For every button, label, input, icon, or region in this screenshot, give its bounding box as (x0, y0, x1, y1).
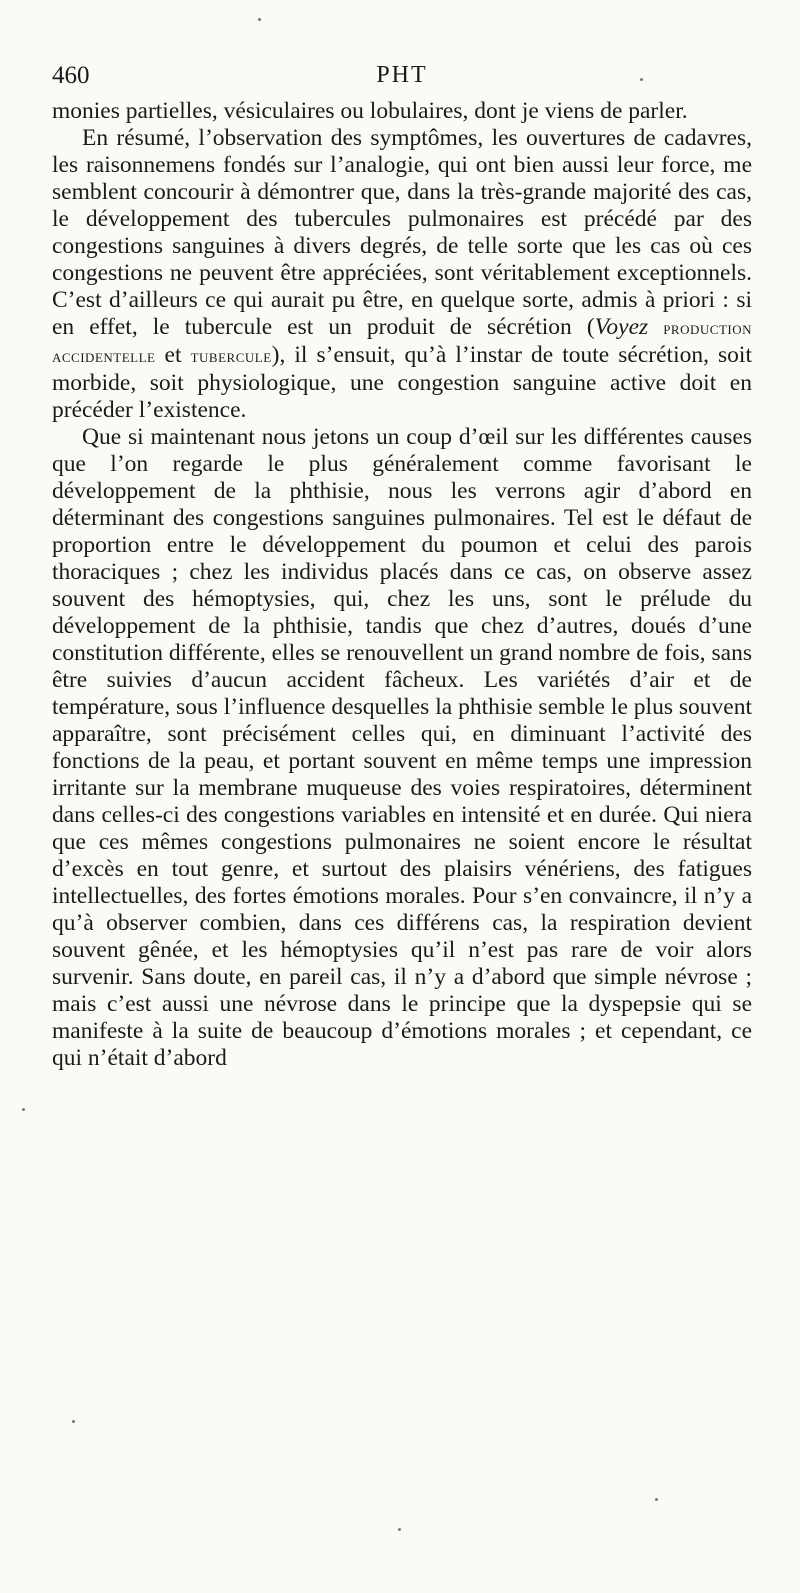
paragraph-text: Que si maintenant nous jetons un coup d’œil sur les différentes causes que l’on regarde le plus généralement comme favorisant le développement de la phthisie, nous les verrons agir d’abord en déterminant des congestions sanguines pulmonaires. Tel est le défaut de proportion entre le développement du poumon et celui des parois thoraciques ; chez les individus placés dans ce cas, on observe assez souvent des hémoptysies, qui, chez les uns, sont le prélude du développement de la phthisie, tandis que chez d’autres, doués d’une constitution différente, elles se renouvellent un grand nombre de fois, sans être suivies d’aucun accident fâcheux. Les variétés d’air et de température, sous l’influence desquelles la phthisie semble le plus souvent apparaître, sont précisément celles qui, en diminuant l’activité des fonctions de la peau, et portant souvent en même temps une impression irritante sur la membrane muqueuse des voies respiratoires, déterminent dans celles-ci des congestions variables en intensité et en durée. Qui niera que ces mêmes congestions pulmonaires ne soient encore le résultat d’excès en tout genre, et surtout des plaisirs vénériens, des fatigues intellectuelles, des fortes émotions morales. Pour s’en convaincre, il n’y a qu’à observer combien, dans ces différens cas, la respiration devient souvent gênée, et les hémoptysies qu’il n’est pas rare de voir alors survenir. Sans doute, en pareil cas, il n’y a d’abord que simple névrose ; mais c’est aussi une névrose dans le principe que la dyspepsie qui se manifeste à la suite de beaucoup d’émotions morales ; et cependant, ce qui n’était d’abord (52, 424, 752, 1071)
paper-speck (22, 1108, 25, 1111)
paragraph-text: En résumé, l’observation des symptômes, les ouvertures de cadavres, les raisonnemens fondés sur l’analogie, qui ont bien aussi leur force, me semblent concourir à démontrer que, dans la très-grande majorité des cas, le développement des tubercules pulmonaires est précédé par des congestions sanguines à divers degrés, de telle sorte que les cas où ces congestions ne peuvent être appréciées, sont véritablement exceptionnels. C’est d’ailleurs ce qui aurait pu être, en quelque sorte, admis à priori : si en effet, le tubercule est un produit de sécrétion ( (52, 125, 752, 340)
paragraph-continuation (52, 98, 752, 125)
paper-speck (398, 1528, 401, 1531)
page-header (52, 62, 752, 96)
paragraph-text-rest: ), il s’ensuit, qu’à l’instar de toute sécrétion, soit morbide, soit physiologique, une congestion sanguine active doit en précéder l’existence. (52, 342, 752, 423)
paragraph-text: monies partielles, vésiculaires ou lobulaires, dont je viens de parler. (52, 98, 688, 124)
cross-reference-tubercule: tubercule (190, 346, 272, 367)
paper-speck (640, 78, 643, 81)
running-head: PHT (376, 62, 428, 88)
paper-speck (655, 1498, 658, 1501)
cross-reference-voyez: Voyez (594, 314, 649, 340)
paragraph-resume (52, 125, 752, 424)
paper-speck (72, 1420, 75, 1423)
page-number: 460 (52, 62, 90, 89)
cross-reference-production-accidentelle: production accidentelle (52, 318, 752, 367)
paragraph-causes (52, 424, 752, 1072)
paper-speck (258, 18, 261, 21)
body-text (52, 98, 752, 1072)
conjunction: et (155, 342, 191, 368)
